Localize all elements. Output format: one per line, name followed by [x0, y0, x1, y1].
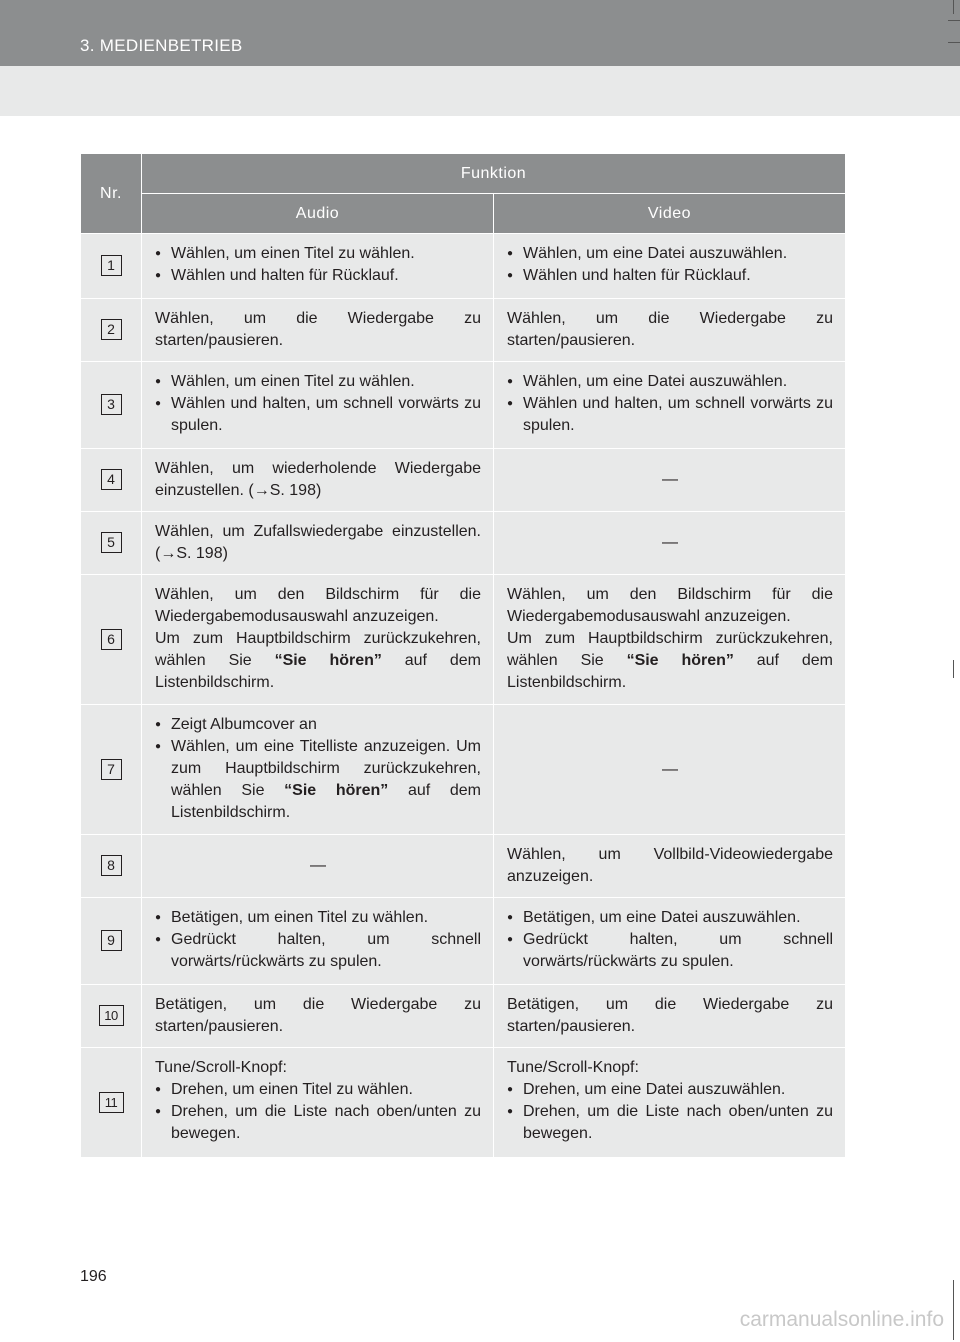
- audio-cell: Betätigen, um die Wiedergabe zu starten/pausieren.: [142, 985, 494, 1048]
- list-item: ● Wählen und halten für Rücklauf.: [507, 265, 833, 287]
- dash: —: [662, 760, 678, 778]
- audio-cell: Wählen, um wiederholende Wiedergabe einzustellen. (→S. 198): [142, 449, 494, 512]
- video-cell-empty: [494, 705, 846, 835]
- list-item: ● Wählen, um eine Datei auszuwählen.: [507, 243, 833, 265]
- row-number: 9: [101, 930, 122, 951]
- audio-cell: Wählen, um den Bildschirm für die Wiedergabemodusauswahl anzuzeigen. Um zum Hauptbildschirm zurückzukehren, wählen Sie “Sie hören” auf dem Listenbildschirm.: [142, 575, 494, 705]
- video-cell: Wählen, um Vollbild-Videowiedergabe anzuzeigen.: [494, 835, 846, 898]
- table-row: [81, 449, 846, 512]
- video-cell: Wählen, um den Bildschirm für die Wiedergabemodusauswahl anzuzeigen. Um zum Hauptbildschirm zurückzukehren, wählen Sie “Sie hören” auf dem Listenbildschirm.: [494, 575, 846, 705]
- audio-cell: [142, 362, 494, 449]
- list-item: ● Wählen, um eine Titelliste anzuzeigen. Um zum Hauptbildschirm zurückzukehren, wählen Sie “Sie hören” auf dem Listenbildschirm.: [155, 736, 481, 824]
- audio-cell: [142, 234, 494, 299]
- row-number: 2: [101, 319, 122, 340]
- watermark: carmanualsonline.info: [739, 1308, 944, 1331]
- crop-mark: [948, 42, 960, 43]
- section-title: 3. MEDIENBETRIEB: [80, 36, 243, 55]
- row-number: 1: [101, 255, 122, 276]
- list-item: ● Zeigt Albumcover an: [155, 714, 481, 736]
- audio-cell: [142, 898, 494, 985]
- audio-cell: Wählen, um Zufallswiedergabe einzustellen. (→S. 198): [142, 512, 494, 575]
- table-row: [81, 1048, 846, 1158]
- header-nr: Nr.: [81, 154, 142, 234]
- audio-cell: Wählen, um die Wiedergabe zu starten/pausieren.: [142, 299, 494, 362]
- header-band: [0, 0, 960, 66]
- dash: —: [662, 534, 678, 551]
- table-row: [81, 234, 846, 299]
- video-cell: Tune/Scroll-Knopf: ● Drehen, um eine Datei auszuwählen. ● Drehen, um die Liste nach oben/unten zu bewegen.: [494, 1048, 846, 1158]
- header-funktion: Funktion: [142, 154, 846, 194]
- list-item: ● Wählen, um eine Datei auszuwählen.: [507, 371, 833, 393]
- table-row: [81, 575, 846, 705]
- list-item: ● Wählen und halten für Rücklauf.: [155, 265, 481, 287]
- crop-mark: [953, 1280, 954, 1340]
- table-row: [81, 835, 846, 898]
- list-item: ● Drehen, um einen Titel zu wählen.: [155, 1079, 481, 1101]
- video-cell: Betätigen, um die Wiedergabe zu starten/pausieren.: [494, 985, 846, 1048]
- row-number: 6: [101, 629, 122, 650]
- audio-cell: Tune/Scroll-Knopf: ● Drehen, um einen Titel zu wählen. ● Drehen, um die Liste nach oben/unten zu bewegen.: [142, 1048, 494, 1158]
- function-table: [80, 153, 846, 1158]
- dash: —: [662, 471, 678, 488]
- video-cell: Wählen, um die Wiedergabe zu starten/pausieren.: [494, 299, 846, 362]
- page-number: 196: [80, 1268, 107, 1285]
- crop-mark: [953, 0, 954, 14]
- header-video: Video: [494, 194, 846, 234]
- video-cell: [494, 362, 846, 449]
- video-cell-empty: [494, 449, 846, 512]
- table-row: [81, 362, 846, 449]
- crop-mark: [948, 20, 960, 21]
- audio-cell: [142, 705, 494, 835]
- list-item: ● Gedrückt halten, um schnell vorwärts/rückwärts zu spulen.: [155, 929, 481, 973]
- list-item: ● Wählen, um einen Titel zu wählen.: [155, 243, 481, 265]
- header-sub-band: [0, 66, 960, 116]
- dash: —: [310, 857, 326, 874]
- list-item: ● Betätigen, um einen Titel zu wählen.: [155, 907, 481, 929]
- list-item: ● Drehen, um eine Datei auszuwählen.: [507, 1079, 833, 1101]
- row-number: 10: [99, 1005, 124, 1026]
- list-item: ● Gedrückt halten, um schnell vorwärts/rückwärts zu spulen.: [507, 929, 833, 973]
- row-number: 7: [101, 759, 122, 780]
- list-item: ● Wählen und halten, um schnell vorwärts zu spulen.: [155, 393, 481, 437]
- video-cell: [494, 898, 846, 985]
- row-number: 5: [101, 532, 122, 553]
- crop-mark: [953, 660, 954, 678]
- row-number: 3: [101, 394, 122, 415]
- list-item: ● Drehen, um die Liste nach oben/unten zu bewegen.: [155, 1101, 481, 1145]
- row-number: 4: [101, 469, 122, 490]
- list-item: ● Drehen, um die Liste nach oben/unten zu bewegen.: [507, 1101, 833, 1145]
- table-row: [81, 985, 846, 1048]
- row-number: 11: [99, 1092, 124, 1113]
- list-item: ● Wählen, um einen Titel zu wählen.: [155, 371, 481, 393]
- list-item: ● Wählen und halten, um schnell vorwärts zu spulen.: [507, 393, 833, 437]
- audio-cell-empty: [142, 835, 494, 898]
- table-row: [81, 898, 846, 985]
- row-number: 8: [101, 855, 122, 876]
- table-row: [81, 705, 846, 835]
- table-row: [81, 512, 846, 575]
- video-cell-empty: [494, 512, 846, 575]
- header-audio: Audio: [142, 194, 494, 234]
- list-item: ● Betätigen, um eine Datei auszuwählen.: [507, 907, 833, 929]
- video-cell: [494, 234, 846, 299]
- table-row: [81, 299, 846, 362]
